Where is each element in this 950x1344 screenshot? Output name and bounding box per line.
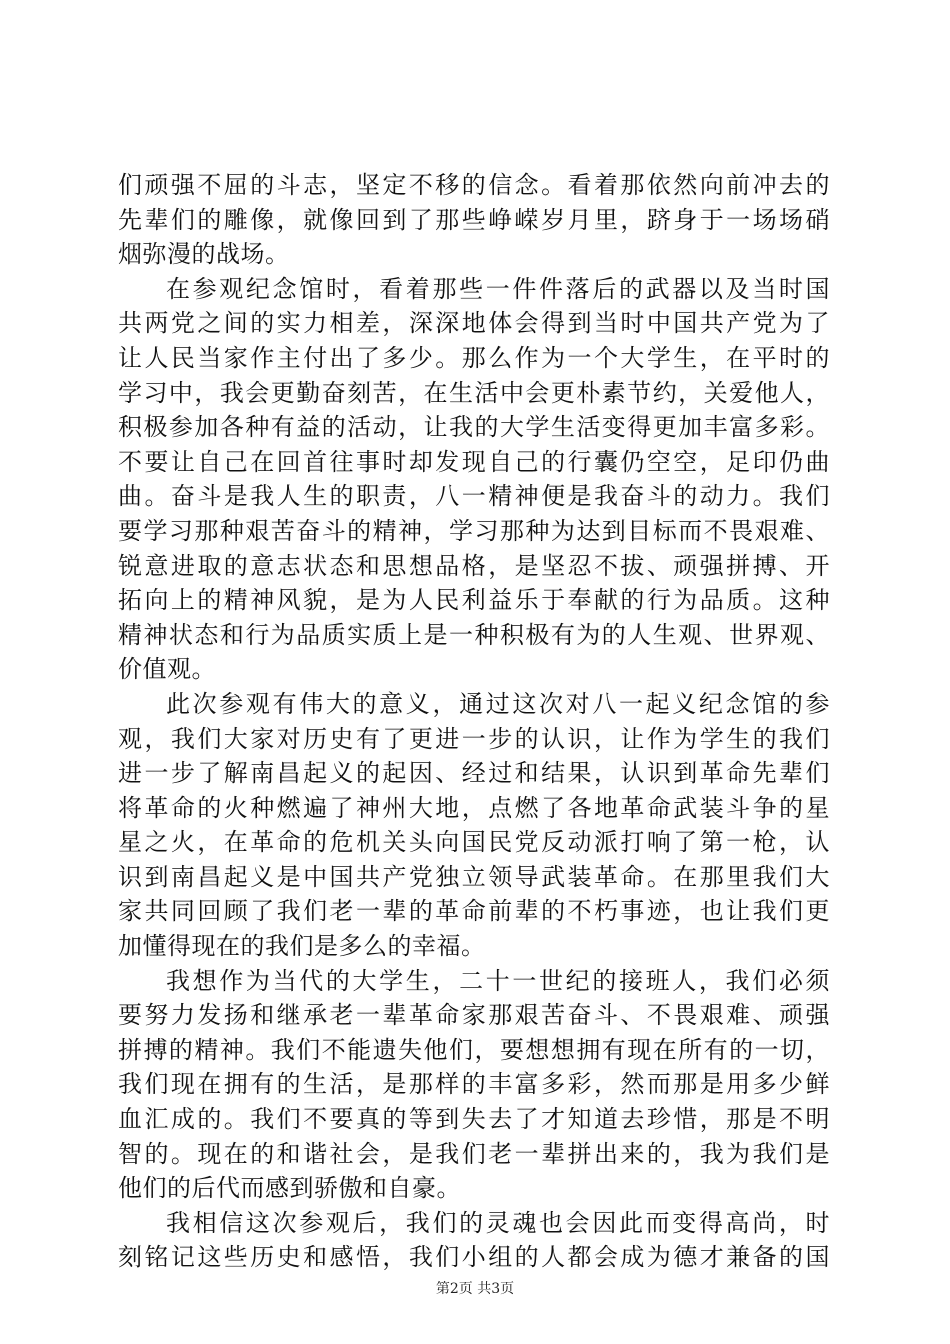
paragraph-line: 曲。奋斗是我人生的职责，八一精神便是我奋斗的动力。我们 [118,482,830,511]
paragraph-line: 学习中，我会更勤奋刻苦，在生活中会更朴素节约，关爱他人， [118,378,830,407]
paragraph [118,1206,830,1275]
paragraph-line: 进一步了解南昌起义的起因、经过和结果，认识到革命先辈们 [118,759,830,788]
paragraph-line: 让人民当家作主付出了多少。那么作为一个大学生，在平时的 [118,343,830,372]
paragraph-line: 烟弥漫的战场。 [118,240,290,269]
paragraph [118,687,830,964]
paragraph-line: 将革命的火种燃遍了神州大地，点燃了各地革命武装斗争的星 [118,793,830,822]
paragraph-line: 观，我们大家对历史有了更进一步的认识，让作为学生的我们 [118,724,830,753]
paragraph-line: 他们的后代而感到骄傲和自豪。 [118,1174,461,1203]
paragraph-line: 我们现在拥有的生活，是那样的丰富多彩，然而那是用多少鲜 [118,1070,830,1099]
paragraph [118,272,830,687]
paragraph-line: 积极参加各种有益的活动，让我的大学生活变得更加丰富多彩。 [118,413,830,442]
paragraph [118,168,830,272]
page-number-label: 第2页 共3页 [435,1281,515,1297]
paragraph-line: 星之火，在革命的危机关头向国民党反动派打响了第一枪，认 [118,828,830,857]
paragraph-line: 精神状态和行为品质实质上是一种积极有为的人生观、世界观、 [118,620,830,649]
paragraph-line: 刻铭记这些历史和感悟，我们小组的人都会成为德才兼备的国 [118,1243,830,1272]
paragraph-line: 要学习那种艰苦奋斗的精神，学习那种为达到目标而不畏艰难、 [118,516,830,545]
paragraph-line: 锐意进取的意志状态和思想品格，是坚忍不拔、顽强拼搏、开 [118,551,830,580]
page-footer [0,1278,950,1298]
paragraph [118,964,830,1206]
paragraph-line: 智的。现在的和谐社会，是我们老一辈拼出来的，我为我们是 [118,1139,830,1168]
paragraph-line: 先辈们的雕像，就像回到了那些峥嵘岁月里，跻身于一场场硝 [118,205,830,234]
paragraph-line: 加懂得现在的我们是多么的幸福。 [118,932,486,961]
document-body [118,168,830,1275]
paragraph-line: 此次参观有伟大的意义，通过这次对八一起义纪念馆的参 [166,689,830,718]
paragraph-line: 拓向上的精神风貌，是为人民利益乐于奉献的行为品质。这种 [118,586,830,615]
paragraph-line: 血汇成的。我们不要真的等到失去了才知道去珍惜，那是不明 [118,1105,830,1134]
paragraph-line: 共两党之间的实力相差，深深地体会得到当时中国共产党为了 [118,309,830,338]
paragraph-line: 拼搏的精神。我们不能遗失他们，要想想拥有现在所有的一切， [118,1035,830,1064]
paragraph-line: 要努力发扬和继承老一辈革命家那艰苦奋斗、不畏艰难、顽强 [118,1001,830,1030]
paragraph-line: 价值观。 [118,655,216,684]
paragraph-line: 我想作为当代的大学生，二十一世纪的接班人，我们必须 [166,966,830,995]
paragraph-line: 在参观纪念馆时，看着那些一件件落后的武器以及当时国 [166,274,830,303]
paragraph-line: 们顽强不屈的斗志，坚定不移的信念。看着那依然向前冲去的 [118,171,830,199]
paragraph-line: 我相信这次参观后，我们的灵魂也会因此而变得高尚，时 [166,1208,830,1237]
paragraph-line: 识到南昌起义是中国共产党独立领导武装革命。在那里我们大 [118,862,830,891]
paragraph-line: 不要让自己在回首往事时却发现自己的行囊仍空空，足印仍曲 [118,447,830,476]
paragraph-line: 家共同回顾了我们老一辈的革命前辈的不朽事迹，也让我们更 [118,897,830,926]
